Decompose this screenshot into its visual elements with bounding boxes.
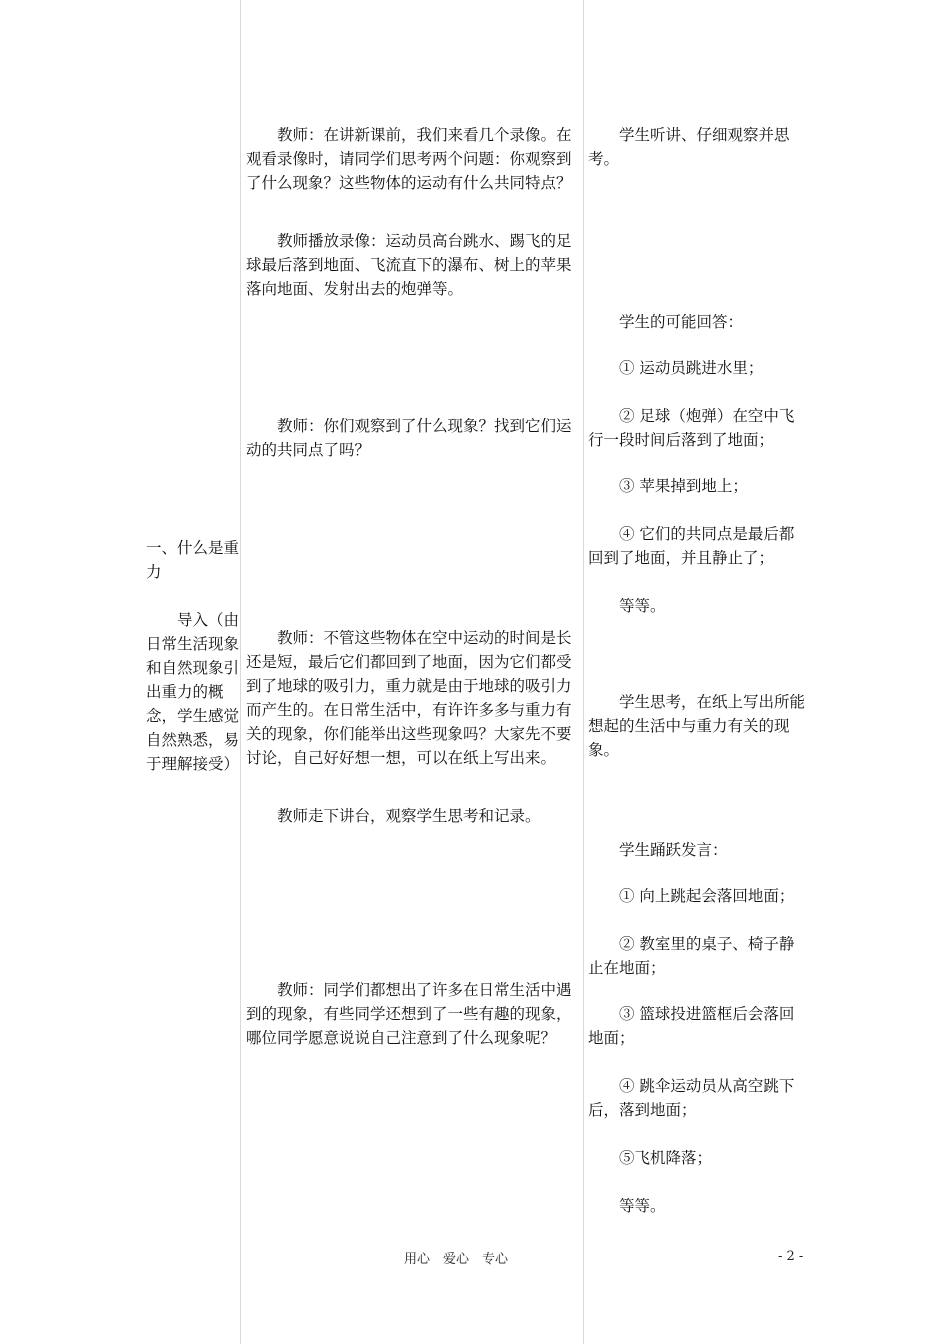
- column-divider-2: [583, 0, 584, 1344]
- answer-item: ④ 跳伞运动员从高空跳下后，落到地面；: [588, 1077, 795, 1119]
- footer-motto: 用心 爱心 专心: [404, 1252, 509, 1267]
- answer-item: ② 教室里的桌子、椅子静止在地面；: [588, 935, 795, 977]
- student-activity-2: 学生的可能回答：: [619, 313, 744, 331]
- student-activity-3: 学生思考，在纸上写出所能想起的生活中与重力有关的现象。: [588, 693, 806, 759]
- teacher-paragraph-4: 教师：不管这些物体在空中运动的时间是长还是短，最后它们都回到了地面，因为它们都受到了地球的吸引力，重力就是由于地球的吸引力而产生的。在日常生活中，有许许多多与重力有关的现象，你们能举出这些现象吗？大家先不要讨论，自己好好想一想，可以在纸上写出来。: [246, 629, 572, 767]
- teacher-paragraph-2: 教师播放录像：运动员高台跳水、踢飞的足球最后落到地面、飞流直下的瀑布、树上的苹果落向地面、发射出去的炮弹等。: [246, 232, 572, 298]
- student-activity-4: 学生踊跃发言：: [619, 841, 728, 859]
- student-activity-1: 学生听讲、仔细观察并思考。: [588, 126, 790, 168]
- teacher-paragraph-6: 教师：同学们都想出了许多在日常生活中遇到的现象，有些同学还想到了一些有趣的现象，哪位同学愿意说说自己注意到了什么现象呢？: [246, 981, 572, 1047]
- answer-item: ⑤飞机降落；: [619, 1149, 713, 1167]
- answer-item: ③ 篮球投进篮框后会落回地面；: [588, 1005, 795, 1047]
- teacher-paragraph-3: 教师：你们观察到了什么现象？找到它们运动的共同点了吗？: [246, 417, 572, 459]
- answer-item: 等等。: [619, 597, 666, 615]
- answer-item: ④ 它们的共同点是最后都回到了地面，并且静止了；: [588, 525, 795, 567]
- answer-item: ③ 苹果掉到地上；: [619, 477, 748, 495]
- section-heading: 一、什么是重力: [146, 539, 240, 581]
- teacher-paragraph-5: 教师走下讲台，观察学生思考和记录。: [277, 807, 541, 825]
- answer-item: ① 运动员跳进水里；: [619, 359, 764, 377]
- section-note: 导入（由日常生活现象和自然现象引出重力的概念，学生感觉自然熟悉，易于理解接受）: [146, 611, 240, 773]
- answer-item: ② 足球（炮弹）在空中飞行一段时间后落到了地面；: [588, 407, 795, 449]
- answer-item: ① 向上跳起会落回地面；: [619, 887, 795, 905]
- teacher-paragraph-1: 教师：在讲新课前，我们来看几个录像。在观看录像时，请同学们思考两个问题：你观察到了什么现象？这些物体的运动有什么共同特点？: [246, 126, 572, 192]
- page-number: - 2 -: [778, 1249, 804, 1264]
- answer-item: 等等。: [619, 1197, 666, 1215]
